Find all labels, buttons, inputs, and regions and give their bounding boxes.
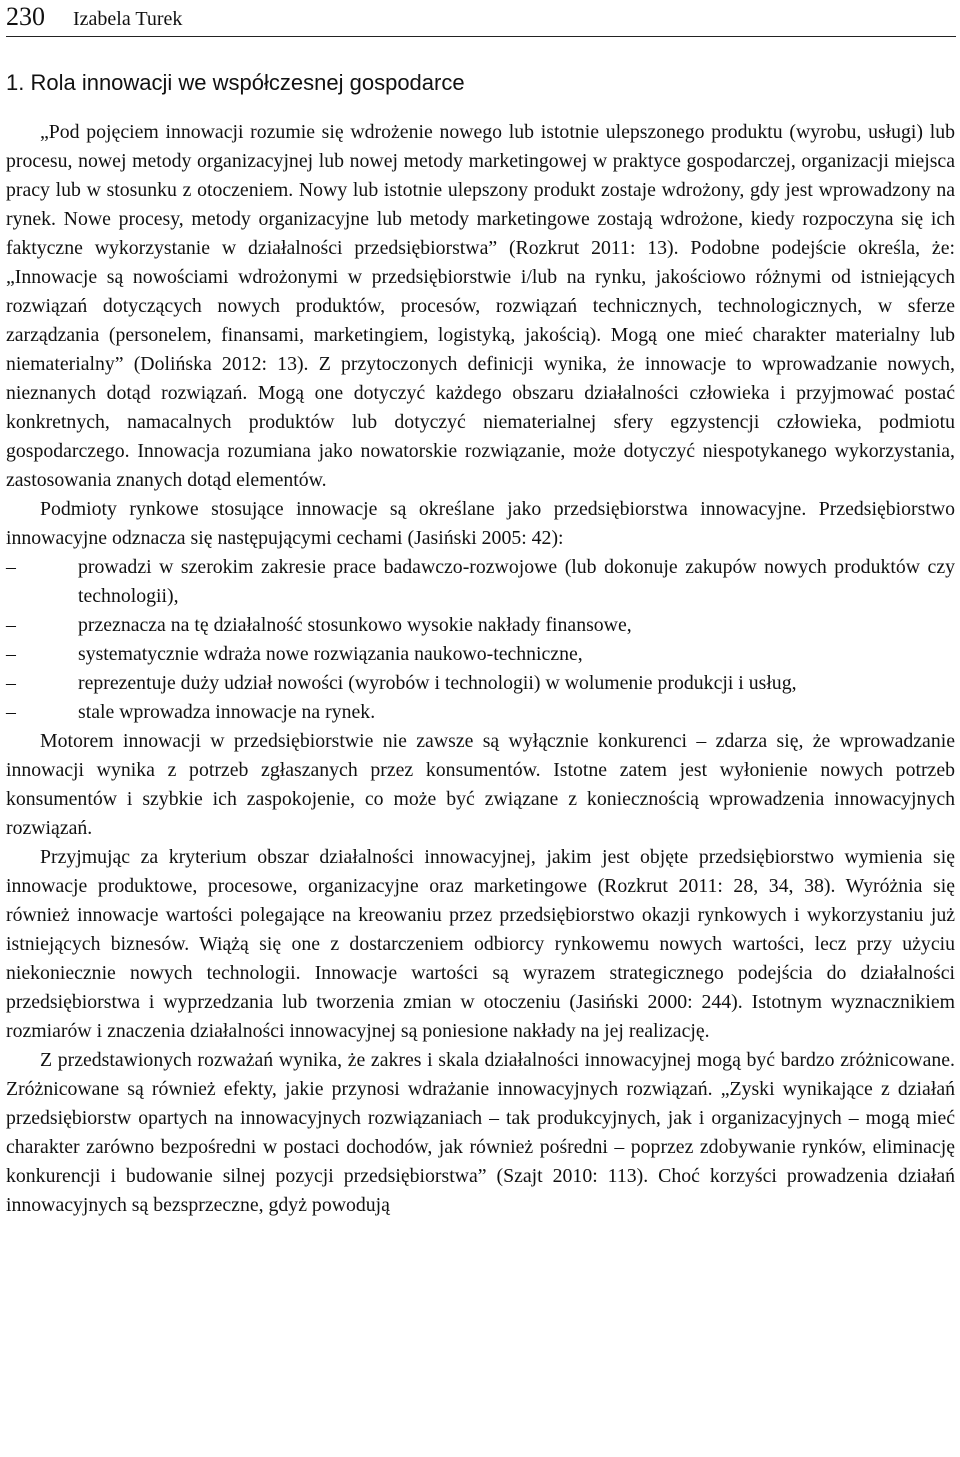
list-dash: – [6, 701, 16, 723]
paragraph-drivers: Motorem innowacji w przedsiębiorstwie nie zawsze są wyłącznie konkurenci – zdarza się, że wprowadzanie innowacji wynika z potrzeb zgłaszanych przez konsumentów. Istotne zatem jest wyłonienie nowych potrzeb konsumentów i szybkie ich zaspokojenie, co może być związane z koniecznością wprowadzenia innowacyjnych rozwiązań. [6, 730, 955, 839]
body-text [6, 118, 955, 1220]
paragraph-innovative-enterprises: Podmioty rynkowe stosujące innowacje są określane jako przedsiębiorstwa innowacyjne. Przedsiębiorstwo innowacyjne odznacza się następującymi cechami (Jasiński 2005: 42): [6, 498, 955, 549]
list-item-text: stale wprowadza innowacje na rynek. [78, 701, 376, 723]
paragraph-definitions: „Pod pojęciem innowacji rozumie się wdrożenie nowego lub istotnie ulepszonego produktu (wyrobu, usługi) lub procesu, nowej metody organizacyjnej lub nowej metody marketingowej w praktyce gospodarczej, organizacji miejsca pracy lub w stosunku z otoczeniem. Nowy lub istotnie ulepszony produkt zostaje wdrożony, gdy jest wprowadzony na rynek. Nowe procesy, metody organizacyjne lub metody marketingowe zostają wdrożone, kiedy rozpoczyna się ich faktyczne wykorzystanie w działalności przedsiębiorstwa” (Rozkrut 2011: 13). Podobne podejście określa, że: „Innowacje są nowościami wdrożonymi w przedsiębiorstwie i/lub na rynku, jakościowo różnymi od istniejących rozwiązań dotyczących nowych produktów, procesów, rozwiązań technicznych, technologicznych, w sferze zarządzania (personelem, finansami, marketingiem, logistyką, jakością). Mogą one mieć charakter materialny lub niematerialny” (Dolińska 2012: 13). Z przytoczonych definicji wynika, że innowacje to wprowadzanie nowych, nieznanych dotąd rozwiązań. Mogą one dotyczyć każdego obszaru działalności człowieka i przyjmować postać konkretnych, namacalnych produktów lub dotyczyć niematerialnej sfery egzystencji człowieka, podmiotu gospodarczego. Innowacja rozumiana jako nowatorskie rozwiązanie, może dotyczyć niespotykanego wykorzystania, zastosowania znanych dotąd elementów. [6, 121, 955, 491]
running-head-author: Izabela Turek [73, 8, 183, 30]
list-item [6, 640, 955, 669]
paragraph-innovation-types: Przyjmując za kryterium obszar działalności innowacyjnej, jakim jest objęte przedsiębiorstwo wymienia się innowacje produktowe, procesowe, organizacyjne oraz marketingowe (Rozkrut 2011: 28, 34, 38). Wyróżnia się również innowacje wartości polegające na kreowaniu przez przedsiębiorstwo okazji rynkowych i wykorzystaniu już istniejących biznesów. Wiążą się one z dostarczeniem odbiorcy rynkowemu nowych wartości, lecz przy użyciu niekoniecznie nowych technologii. Innowacje wartości są wyrazem strategicznego podejścia do działalności przedsiębiorstwa i wyprzedzania lub tworzenia zmian w otoczeniu (Jasiński 2000: 244). Istotnym wyznacznikiem rozmiarów i znaczenia działalności innowacyjnej są poniesione nakłady na jej realizację. [6, 846, 955, 1042]
section-title: 1. Rola innowacji we współczesnej gospodarce [6, 70, 465, 95]
list-item-text: przeznacza na tę działalność stosunkowo wysokie nakłady finansowe, [78, 614, 632, 636]
list-dash: – [6, 672, 16, 694]
list-item-text: prowadzi w szerokim zakresie prace badawczo-rozwojowe (lub dokonuje zakupów nowych produktów czy technologii), [78, 556, 955, 607]
list-item-text: systematycznie wdraża nowe rozwiązania naukowo-techniczne, [78, 643, 583, 665]
list-item-text: reprezentuje duży udział nowości (wyrobów i technologii) w wolumenie produkcji i usług, [78, 672, 797, 694]
list-item [6, 698, 955, 727]
list-item [6, 669, 955, 698]
list-dash: – [6, 614, 16, 636]
features-list [6, 553, 955, 727]
list-item [6, 553, 955, 611]
list-dash: – [6, 643, 16, 665]
running-header [6, 0, 956, 37]
paragraph-effects: Z przedstawionych rozważań wynika, że zakres i skala działalności innowacyjnej mogą być bardzo zróżnicowane. Zróżnicowane są również efekty, jakie przynosi wdrażanie innowacyjnych rozwiązań. „Zyski wynikające z działań przedsiębiorstw opartych na innowacyjnych rozwiązaniach – tak produkcyjnych, jak i organizacyjnych – mogą mieć charakter zarówno bezpośredni w postaci dochodów, jak również pośredni – poprzez zdobywanie rynków, eliminację konkurencji i budowanie silnej pozycji przedsiębiorstwa” (Szajt 2010: 113). Choć korzyści prowadzenia działań innowacyjnych są bezsprzeczne, gdyż powodują [6, 1049, 955, 1216]
list-item [6, 611, 955, 640]
list-dash: – [6, 556, 16, 578]
page-number: 230 [6, 2, 45, 31]
